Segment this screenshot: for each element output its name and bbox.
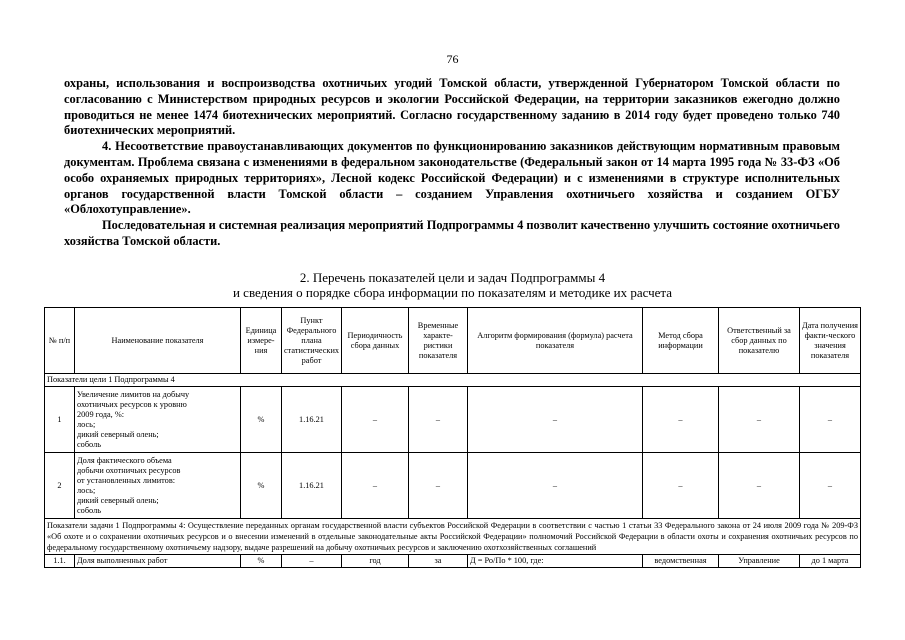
row-1-name-line: дикий северный олень; <box>77 429 159 439</box>
row-2-time-characteristics: – <box>409 453 468 519</box>
row-3-date: до 1 марта <box>800 555 861 568</box>
body-text <box>64 76 840 250</box>
row-3-responsible: Управление <box>719 555 800 568</box>
header-method: Метод сбора информации <box>643 308 719 374</box>
header-date: Дата получения факти-ческого значения показателя <box>800 308 861 374</box>
row-2-date: – <box>800 453 861 519</box>
table-row <box>45 555 861 568</box>
section-title-line-2: и сведения о порядке сбора информации по показателям и методике их расчета <box>232 285 673 300</box>
goal-row-label: Показатели цели 1 Подпрограммы 4 <box>45 374 861 387</box>
indicators-table <box>44 307 861 568</box>
task-row <box>45 519 861 555</box>
row-2-algorithm: – <box>468 453 643 519</box>
row-3-periodicity: год <box>342 555 409 568</box>
goal-row <box>45 374 861 387</box>
task-row-label: Показатели задачи 1 Подпрограммы 4: Осуществление переданных органам государственной власти субъектов Российской Федерации в соответствии с частью 1 статьи 33 Федерального закона от 24 июля 2009 года № 209-ФЗ «Об охоте и о сохранении охотничьих ресурсов и о внесении изменений в отдельные законодательные акты Российской Федерации» полномочий Российской Федерации в области охоты и сохранения охотничьих ресурсов по федеральному государственному охотничьему надзору, выдаче разрешений на добычу охотничьих ресурсов и заключению охотхозяйственных соглашений <box>45 519 861 555</box>
row-2-name <box>75 453 241 519</box>
row-1-method: – <box>643 387 719 453</box>
row-1-periodicity: – <box>342 387 409 453</box>
header-responsible: Ответственный за сбор данных по показателю <box>719 308 800 374</box>
row-3-plan-item: – <box>282 555 342 568</box>
row-2-name-line: от установленных лимитов: <box>77 475 176 485</box>
row-3-num: 1.1. <box>45 555 75 568</box>
row-2-method: – <box>643 453 719 519</box>
row-2-name-line: добычи охотничьих ресурсов <box>77 465 181 475</box>
paragraph-1: охраны, использования и воспроизводства охотничьих угодий Томской области, утвержденной Губернатором Томской области по согласованию с Министерством природных ресурсов и экологии Российской Федерации, на территории заказников ежегодно должно проводиться не менее 1474 биотехнических мероприятий. Согласно государственному заданию в 2014 году будет проведено только 740 биотехнических мероприятий. <box>64 76 840 138</box>
header-unit: Единица измере-ния <box>241 308 282 374</box>
row-2-unit: % <box>241 453 282 519</box>
row-1-date: – <box>800 387 861 453</box>
row-1-responsible: – <box>719 387 800 453</box>
header-periodicity: Периодичность сбора данных <box>342 308 409 374</box>
header-plan-item: Пункт Федерального плана статистических работ <box>282 308 342 374</box>
paragraph-3: Последовательная и системная реализация мероприятий Подпрограммы 4 позволит качественно улучшить состояние охотничьего хозяйства Томской области. <box>64 218 840 248</box>
row-3-time-characteristics: за <box>409 555 468 568</box>
section-title-line-1: 2. Перечень показателей цели и задач Подпрограммы 4 <box>299 270 606 285</box>
header-num: № п/п <box>45 308 75 374</box>
paragraph-2: 4. Несоответствие правоустанавливающих документов по функционированию заказников действующим нормативным правовым документам. Проблема связана с изменениями в федеральном законодательстве (Федеральный закон от 14 марта 1995 года № 33-ФЗ «Об особо охраняемых природных территориях», Лесной кодекс Российской Федерации) и с изменениями в структуре исполнительных органов государственной власти Томской области – созданием Управления охотничьего хозяйства и созданием ОГБУ «Облохотуправление». <box>64 139 840 217</box>
row-2-responsible: – <box>719 453 800 519</box>
page-number: 76 <box>446 52 459 66</box>
row-2-periodicity: – <box>342 453 409 519</box>
row-1-name-line: лось; <box>77 419 96 429</box>
row-1-name-line: 2009 года, %: <box>77 409 125 419</box>
row-2-num: 2 <box>45 453 75 519</box>
row-1-name-line: соболь <box>77 439 102 449</box>
row-2-name-line: Доля фактического объема <box>77 455 172 465</box>
row-2-name-line: соболь <box>77 505 102 515</box>
row-3-name: Доля выполненных работ <box>75 555 241 568</box>
section-title <box>0 270 905 300</box>
row-1-algorithm: – <box>468 387 643 453</box>
row-1-num: 1 <box>45 387 75 453</box>
table-header-row <box>45 308 861 374</box>
row-3-algorithm: Д = Ро/По * 100, где: <box>468 555 643 568</box>
row-2-plan-item: 1.16.21 <box>282 453 342 519</box>
row-3-method: ведомственная <box>643 555 719 568</box>
row-1-name-line: Увеличение лимитов на добычу <box>77 389 190 399</box>
row-1-unit: % <box>241 387 282 453</box>
table-row <box>45 387 861 453</box>
table-row <box>45 453 861 519</box>
row-1-time-characteristics: – <box>409 387 468 453</box>
row-2-name-line: лось; <box>77 485 96 495</box>
row-1-name <box>75 387 241 453</box>
row-2-name-line: дикий северный олень; <box>77 495 159 505</box>
header-name: Наименование показателя <box>75 308 241 374</box>
row-1-plan-item: 1.16.21 <box>282 387 342 453</box>
row-3-unit: % <box>241 555 282 568</box>
header-time-characteristics: Временные характе-ристики показателя <box>409 308 468 374</box>
row-1-name-line: охотничьих ресурсов к уровню <box>77 399 187 409</box>
header-algorithm: Алгоритм формирования (формула) расчета показателя <box>468 308 643 374</box>
